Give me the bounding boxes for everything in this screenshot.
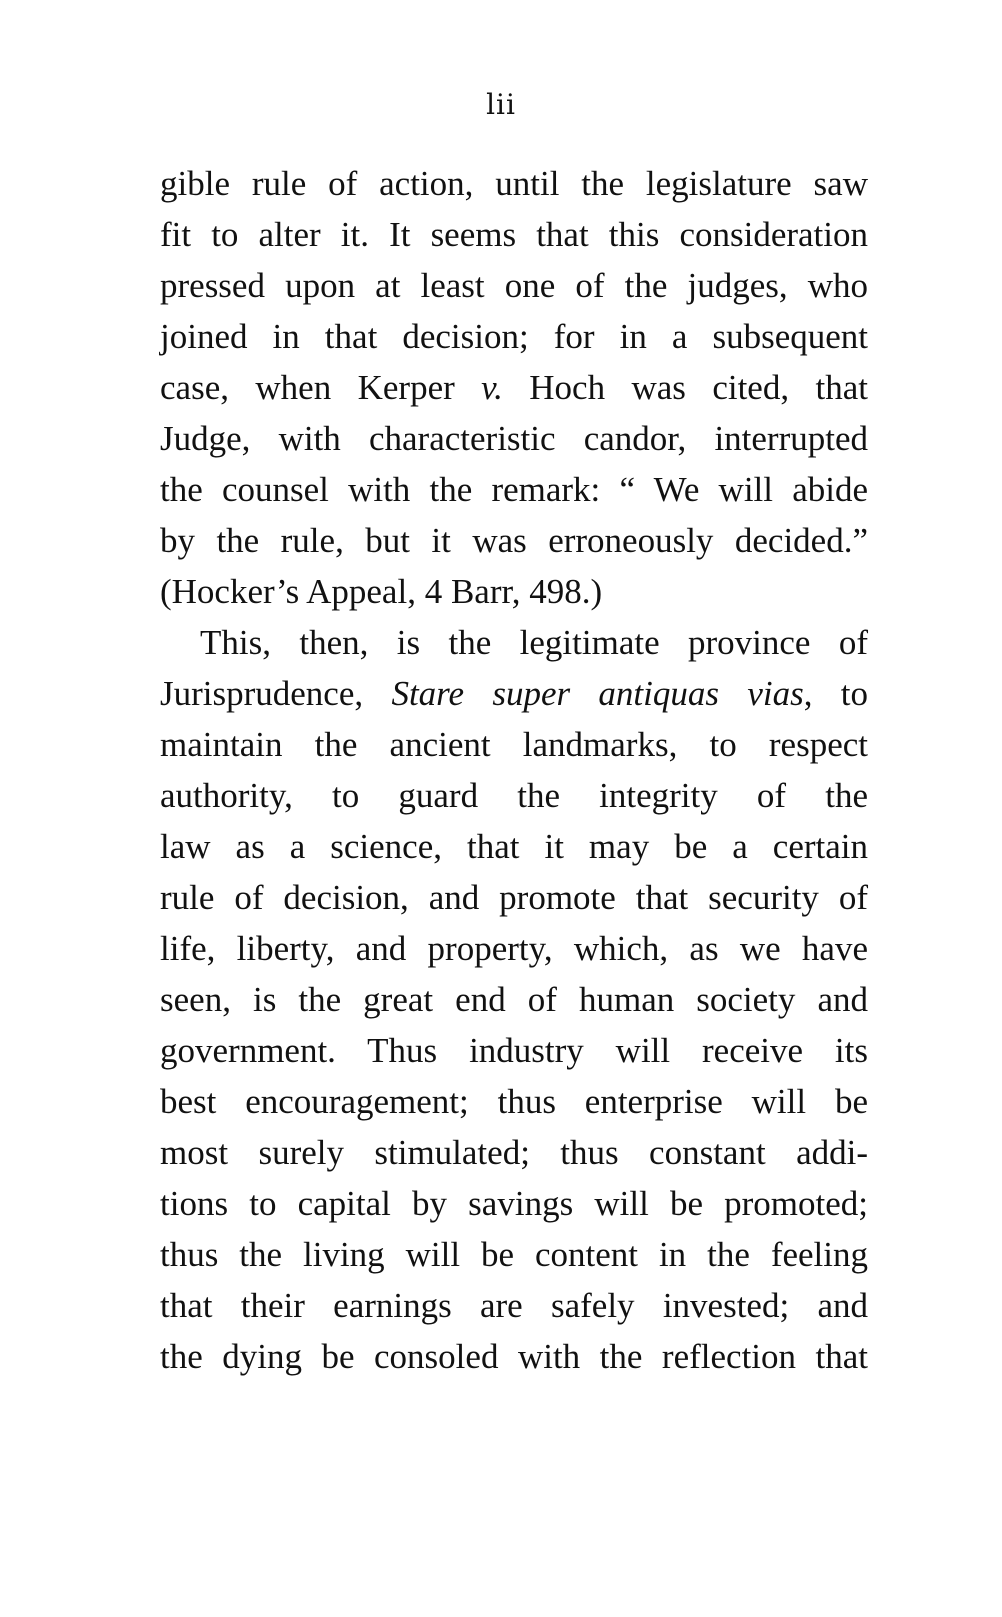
line-text: , to <box>803 674 868 713</box>
text-line: by the rule, but it was erroneously decided.” <box>160 521 868 560</box>
text-line: pressed upon at least one of the judges, who <box>160 266 868 305</box>
text-line: thus the living will be content in the feeling <box>160 1235 868 1274</box>
text-line-latin-phrase <box>160 668 868 719</box>
text-line: tions to capital by savings will be promoted; <box>160 1184 868 1223</box>
text-line: rule of decision, and promote that security of <box>160 878 868 917</box>
latin-phrase: Stare super antiquas vias <box>391 674 804 713</box>
paragraph-start-line: This, then, is the legitimate province of <box>200 623 868 662</box>
text-line: government. Thus industry will receive its <box>160 1031 868 1070</box>
text-line: life, liberty, and property, which, as we have <box>160 929 868 968</box>
line-text: Jurisprudence, <box>160 674 392 713</box>
line-text: Hoch was cited, that <box>502 368 868 407</box>
text-line: Judge, with characteristic candor, interrupted <box>160 419 868 458</box>
text-line: the counsel with the remark: “ We will abide <box>160 470 868 509</box>
text-line: the dying be consoled with the reflection that <box>160 1337 868 1376</box>
citation-line: (Hocker’s Appeal, 4 Barr, 498.) <box>160 572 603 611</box>
text-line: fit to alter it. It seems that this consideration <box>160 215 868 254</box>
text-line: law as a science, that it may be a certain <box>160 827 868 866</box>
text-line: gible rule of action, until the legislature saw <box>160 164 868 203</box>
case-abbreviation: v. <box>481 368 503 407</box>
text-line: joined in that decision; for in a subsequent <box>160 317 868 356</box>
text-line-kerper-v-hoch <box>160 362 868 413</box>
text-line: best encouragement; thus enterprise will be <box>160 1082 868 1121</box>
text-line: most surely stimulated; thus constant addi- <box>160 1133 868 1172</box>
line-text: case, when Kerper <box>160 368 482 407</box>
text-line: maintain the ancient landmarks, to respect <box>160 725 868 764</box>
page-number: lii <box>486 88 516 121</box>
text-line: seen, is the great end of human society and <box>160 980 868 1019</box>
text-line: that their earnings are safely invested; and <box>160 1286 868 1325</box>
text-line: authority, to guard the integrity of the <box>160 776 868 815</box>
body-text <box>160 158 868 1382</box>
